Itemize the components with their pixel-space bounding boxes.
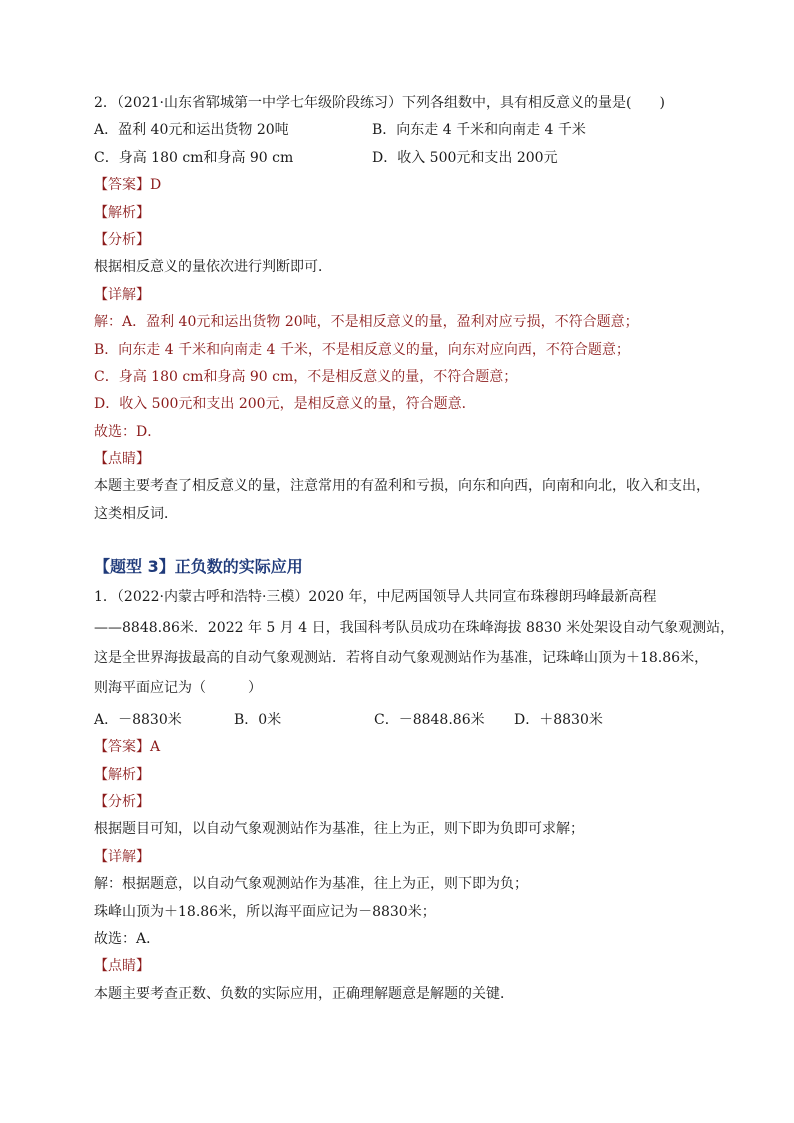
q1-detail-label: 【详解】: [94, 848, 150, 865]
q1-option-a: A．－8830米: [94, 711, 182, 728]
q2-options-row1: [94, 117, 714, 144]
q1-stem-line: 这是全世界海拔最高的自动气象观测站．若将自动气象观测站作为基准，记珠峰山顶为＋18.86米，: [94, 650, 709, 667]
q1-option-b: B．0米: [234, 711, 282, 728]
q2-comment-label: 【点睛】: [94, 451, 150, 468]
q1-detail-line: 珠峰山顶为＋18.86米，所以海平面应记为－8830米；: [94, 903, 436, 920]
q1-comment-label: 【点睛】: [94, 958, 150, 975]
q1-stem-line: 1．（2022·内蒙古呼和浩特·三模）2020 年，中尼两国领导人共同宣布珠穆朗玛峰最新高程: [94, 589, 657, 606]
q1-fenxi-label: 【分析】: [94, 793, 150, 810]
q2-detail-line: B．向东走 4 千米和向南走 4 千米，不是相反意义的量，向东对应向西，不符合题意；: [94, 341, 630, 358]
q2-comment-line: 这类相反词．: [94, 505, 178, 522]
q1-stem-line: ——8848.86米．2022 年 5 月 4 日，我国科考队员成功在珠峰海拔 8830 米处架设自动气象观测站，: [94, 619, 735, 636]
q1-answer: [94, 734, 714, 761]
q2-stem: 2．（2021·山东省郓城第一中学七年级阶段练习）下列各组数中，具有相反意义的量是( ): [94, 95, 665, 111]
q2-fenxi-label: 【分析】: [94, 231, 150, 248]
q1-option-c: C．－8848.86米: [374, 711, 485, 728]
q1-stem-line: 则海平面应记为（ ）: [94, 680, 262, 697]
q2-detail-line: 故选：D．: [94, 423, 162, 440]
q2-option-d: D．收入 500元和支出 200元: [372, 149, 558, 166]
q2-option-c: C．身高 180 cm和身高 90 cm: [94, 149, 294, 166]
q2-option-a: A．盈利 40元和运出货物 20吨: [94, 122, 289, 139]
q2-detail-line: C．身高 180 cm和身高 90 cm，不是相反意义的量，不符合题意；: [94, 368, 518, 385]
q2-fenxi-text: 根据相反意义的量依次进行判断即可．: [94, 259, 332, 276]
document-page: [94, 90, 735, 1008]
q2-comment-line: 本题主要考查了相反意义的量，注意常用的有盈利和亏损，向东和向西，向南和向北，收入和支出，: [94, 478, 710, 495]
q2-answer: [94, 172, 714, 199]
q1-answer-value: A: [150, 739, 161, 756]
q2-detail-label: 【详解】: [94, 286, 150, 303]
q2-detail-line: 解：A．盈利 40元和运出货物 20吨，不是相反意义的量，盈利对应亏损，不符合题意；: [94, 314, 639, 331]
q2-answer-label: 【答案】: [94, 177, 150, 194]
q2-options-row2: [94, 145, 714, 172]
q1-options-row: [94, 707, 714, 734]
q2-analysis-label: 【解析】: [94, 204, 150, 221]
q1-fenxi-text: 根据题目可知，以自动气象观测站作为基准，往上为正，则下即为负即可求解；: [94, 821, 584, 838]
q1-detail-line: 解：根据题意，以自动气象观测站作为基准，往上为正，则下即为负；: [94, 876, 528, 893]
q1-answer-label: 【答案】: [94, 739, 150, 756]
q2-answer-value: D: [150, 177, 162, 194]
q2-option-b: B．向东走 4 千米和向南走 4 千米: [372, 122, 586, 139]
q1-comment-line: 本题主要考查正数、负数的实际应用，正确理解题意是解题的关键．: [94, 985, 514, 1002]
q1-option-d: D．＋8830米: [514, 711, 603, 728]
section-title: 【题型 3】正负数的实际应用: [94, 557, 303, 577]
q2-detail-line: D．收入 500元和支出 200元，是相反意义的量，符合题意．: [94, 396, 476, 413]
q1-detail-line: 故选：A．: [94, 930, 161, 947]
q1-analysis-label: 【解析】: [94, 766, 150, 783]
